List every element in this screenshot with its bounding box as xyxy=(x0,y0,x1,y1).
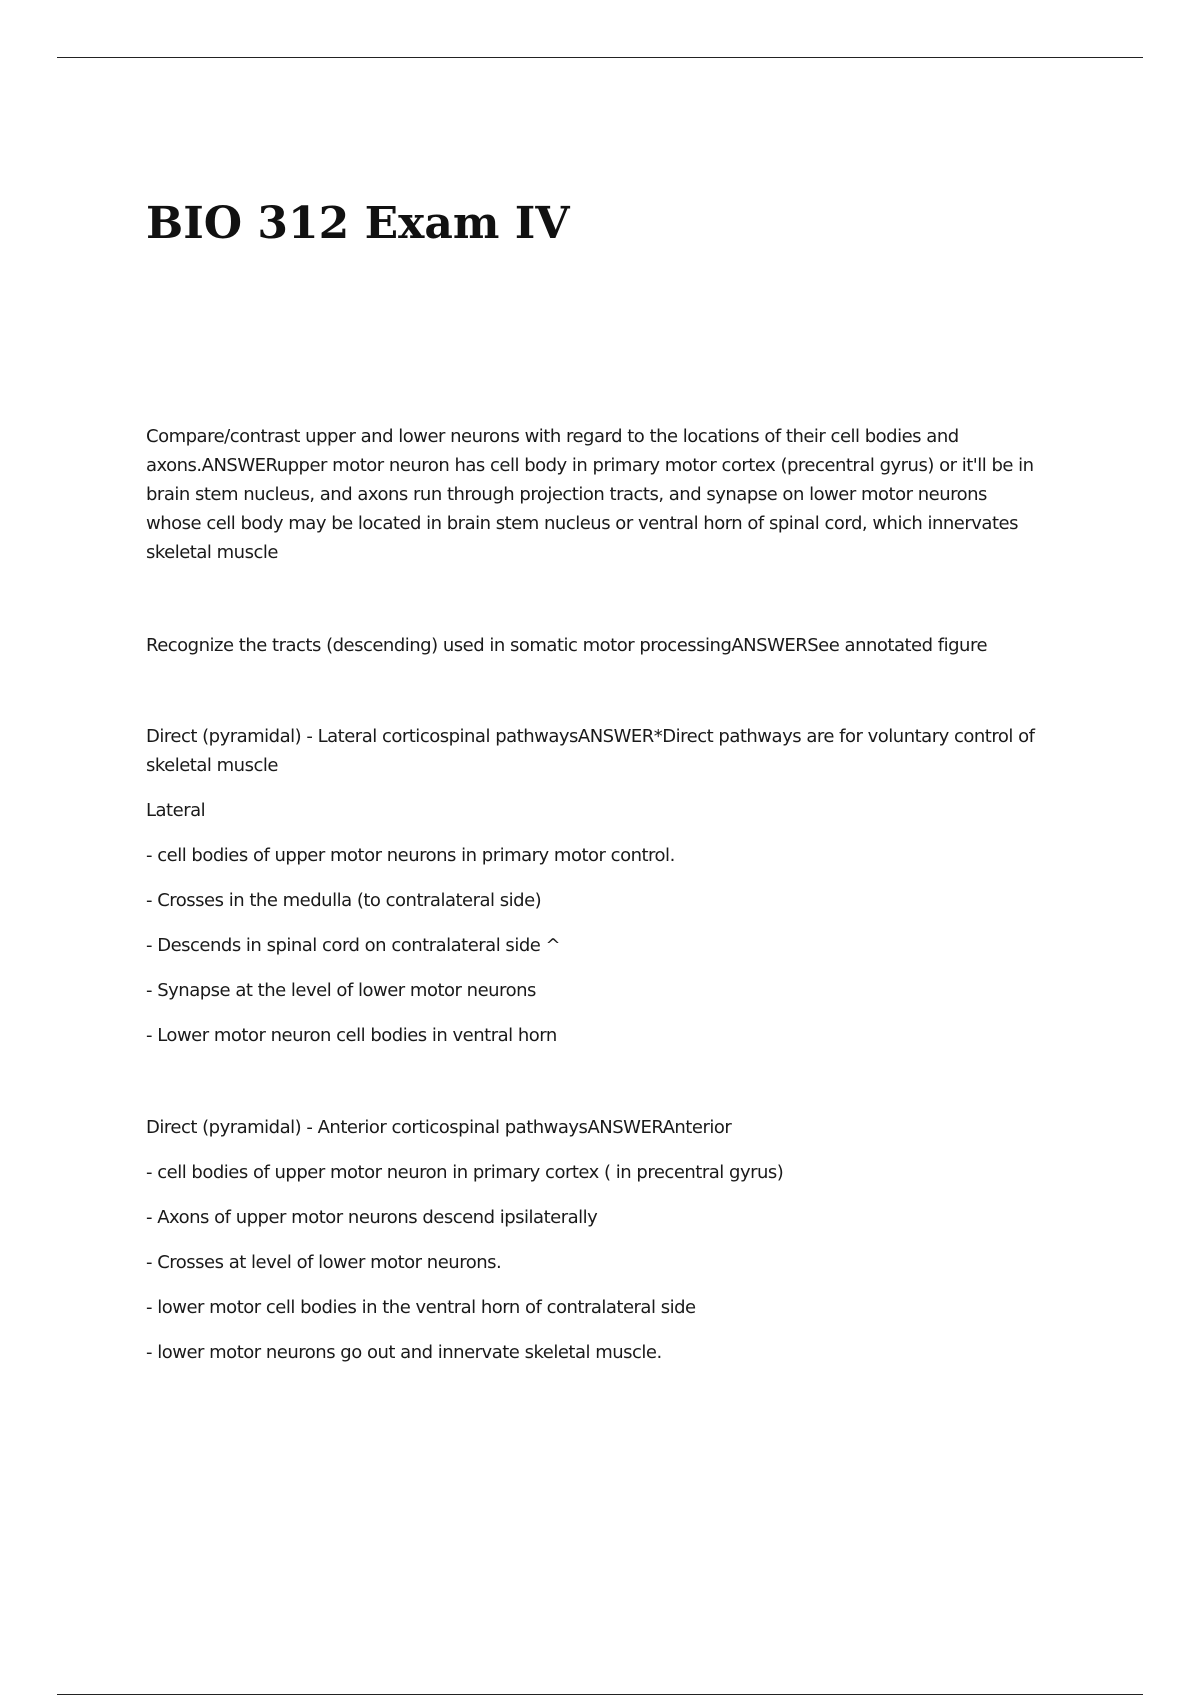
entry-3-line-1: Direct (pyramidal) - Lateral corticospinal pathwaysANSWER*Direct pathways are for voluntary control of xyxy=(146,726,1035,747)
entry-3-sub-line-1: Lateral xyxy=(146,800,206,821)
entry-1-line-3: brain stem nucleus, and axons run through projection tracts, and synapse on lower motor neurons xyxy=(146,484,987,505)
entry-3-sub-line-3: - Crosses in the medulla (to contralateral side) xyxy=(146,890,542,911)
entry-3-sub-line-4: - Descends in spinal cord on contralateral side ^ xyxy=(146,935,561,956)
entry-1-line-5: skeletal muscle xyxy=(146,542,278,563)
entry-1-line-2: axons.ANSWERupper motor neuron has cell body in primary motor cortex (precentral gyrus) or it'll be in xyxy=(146,455,1034,476)
entry-upper-lower-neurons xyxy=(146,422,1096,567)
entry-4-sub-line-1: - cell bodies of upper motor neuron in primary cortex ( in precentral gyrus) xyxy=(146,1162,784,1183)
entry-3-sub-line-5: - Synapse at the level of lower motor neurons xyxy=(146,980,536,1001)
entry-1-line-1: Compare/contrast upper and lower neurons with regard to the locations of their cell bodies and xyxy=(146,426,959,447)
entry-4-line-1: Direct (pyramidal) - Anterior corticospinal pathwaysANSWERAnterior xyxy=(146,1117,732,1138)
entry-1-line-4: whose cell body may be located in brain stem nucleus or ventral horn of spinal cord, which innervates xyxy=(146,513,1018,534)
entry-4-sub-line-4: - lower motor cell bodies in the ventral horn of contralateral side xyxy=(146,1297,696,1318)
top-rule xyxy=(57,57,1143,58)
entry-3-line-2: skeletal muscle xyxy=(146,755,278,776)
entry-3-sub-line-6: - Lower motor neuron cell bodies in ventral horn xyxy=(146,1025,557,1046)
entry-descending-tracts xyxy=(146,631,1096,660)
entry-4-sub-line-3: - Crosses at level of lower motor neurons. xyxy=(146,1252,502,1273)
entry-anterior-corticospinal xyxy=(146,1113,1096,1367)
bottom-rule xyxy=(57,1694,1143,1695)
entry-lateral-corticospinal xyxy=(146,722,1096,1050)
entry-3-sub-line-2: - cell bodies of upper motor neurons in primary motor control. xyxy=(146,845,675,866)
document-title: BIO 312 Exam IV xyxy=(146,198,570,249)
entry-2-line-1: Recognize the tracts (descending) used in somatic motor processingANSWERSee annotated figure xyxy=(146,635,988,656)
entry-4-sub-line-2: - Axons of upper motor neurons descend ipsilaterally xyxy=(146,1207,598,1228)
entry-4-sub-line-5: - lower motor neurons go out and innervate skeletal muscle. xyxy=(146,1342,662,1363)
